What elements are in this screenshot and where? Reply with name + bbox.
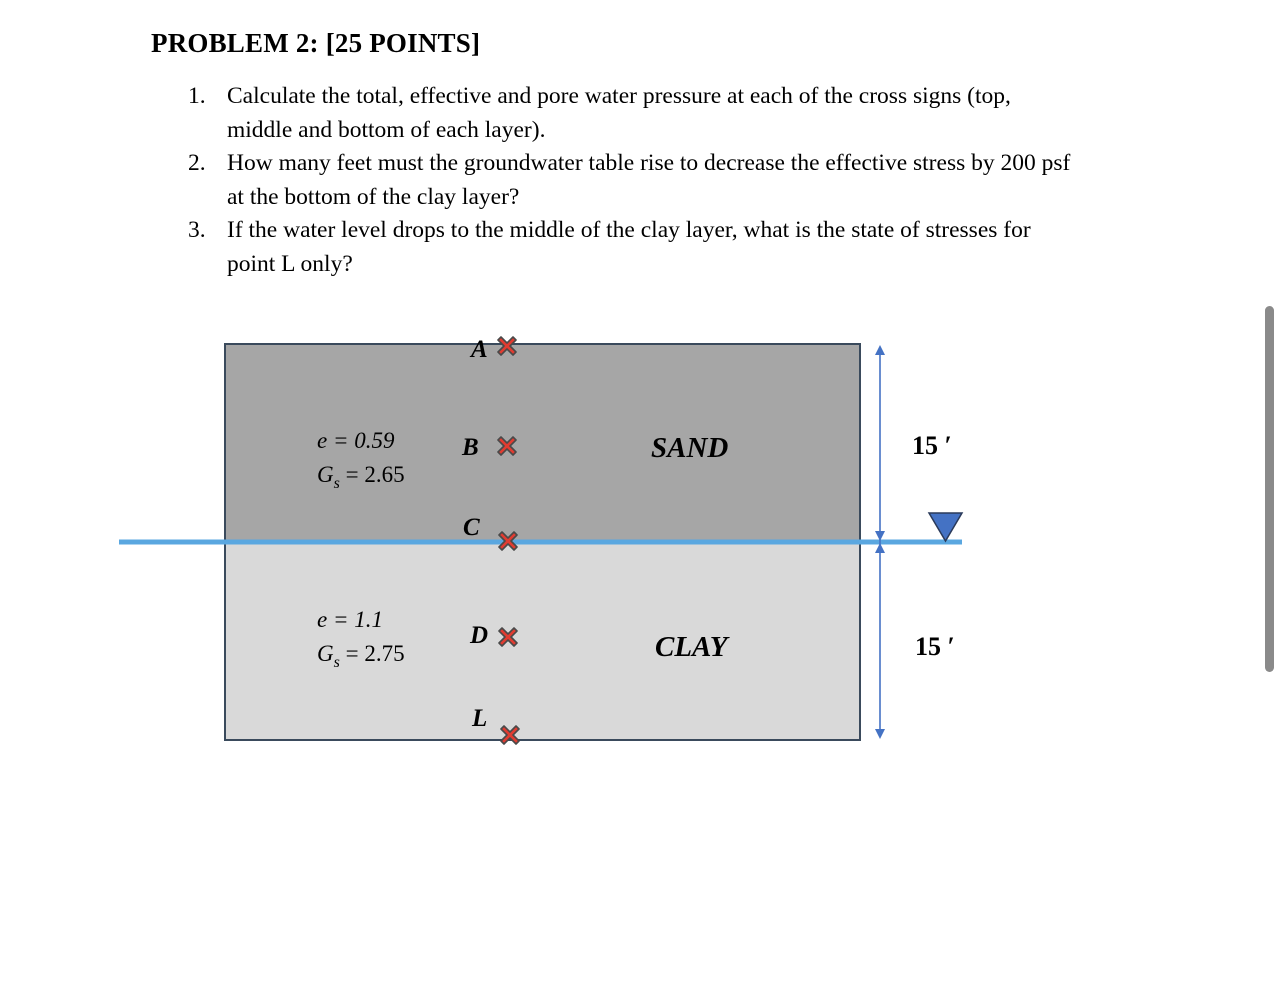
clay-void-ratio: e = 1.1 xyxy=(317,607,383,632)
clay-layer-name: CLAY xyxy=(655,631,728,663)
point-b-label: B xyxy=(462,434,479,461)
problem-number-2: 2. xyxy=(188,150,206,176)
water-table-triangle-icon xyxy=(929,513,962,541)
problem-text-2-line-2: at the bottom of the clay layer? xyxy=(227,183,520,210)
scrollbar-thumb[interactable] xyxy=(1265,306,1274,672)
point-d-label: D xyxy=(470,622,489,649)
problem-number-1: 1. xyxy=(188,83,206,109)
problem-text-1-line-2: middle and bottom of each layer). xyxy=(227,116,546,143)
sand-gs-subscript: s xyxy=(333,475,340,492)
problem-text-1-line-1: Calculate the total, effective and pore water pressure at each of the cross signs (top, xyxy=(227,83,1011,109)
problem-text-3-line-2: point L only? xyxy=(227,250,353,277)
problem-text-2-line-1: How many feet must the groundwater table rise to decrease the effective stress by 200 psf xyxy=(227,150,1071,176)
page-title: PROBLEM 2: [25 POINTS] xyxy=(151,28,481,58)
point-c-label: C xyxy=(463,514,480,541)
point-l-label: L xyxy=(472,705,488,732)
dimension-arrow-top-icon xyxy=(875,345,885,355)
point-a-label: A xyxy=(471,336,488,363)
clay-gs-subscript: s xyxy=(333,654,340,671)
sand-gs-value: = 2.65 xyxy=(339,462,405,487)
clay-gs-symbol: G xyxy=(317,641,334,666)
problem-text-3-line-1: If the water level drops to the middle of the clay layer, what is the state of stresses for xyxy=(227,217,1031,243)
problem-number-3: 3. xyxy=(188,217,206,243)
sand-void-ratio: e = 0.59 xyxy=(317,428,395,453)
sand-gs-symbol: G xyxy=(317,462,334,487)
sand-thickness-label: 15 ′ xyxy=(912,431,952,460)
clay-gs-value: = 2.75 xyxy=(339,641,405,666)
clay-thickness-label: 15 ′ xyxy=(915,632,955,661)
dimension-arrow-bottom-icon xyxy=(875,729,885,739)
sand-layer-name: SAND xyxy=(651,432,729,464)
